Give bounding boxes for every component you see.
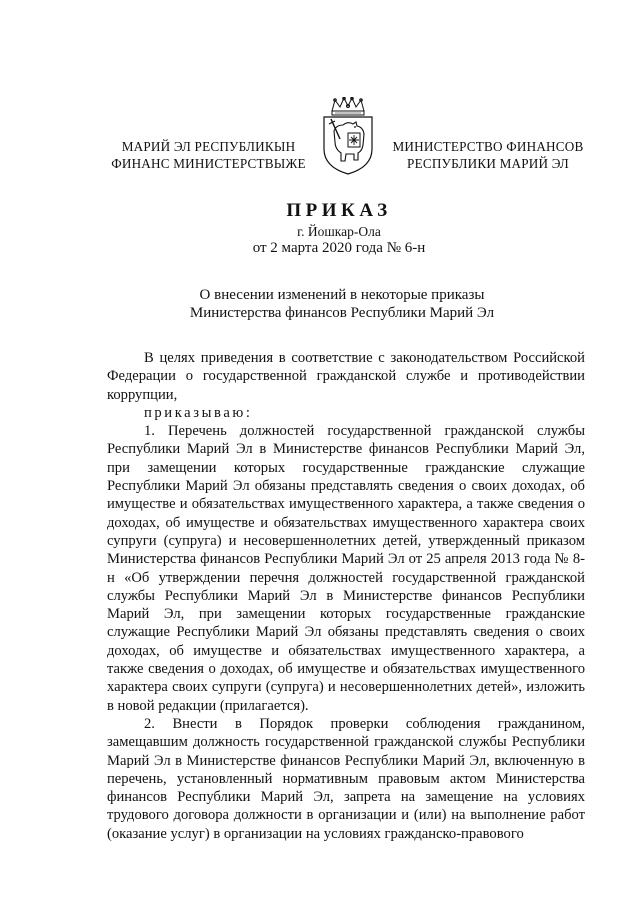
document-subject (0, 286, 640, 322)
header-right-russian (388, 138, 588, 172)
subject-line1: О внесении изменений в некоторые приказы (199, 287, 485, 303)
header-right-line1: МИНИСТЕРСТВО ФИНАНСОВ (392, 139, 584, 154)
document-city: г. Йошкар-Ола (297, 224, 381, 239)
header-left-mari (106, 138, 311, 172)
document-title: ПРИКАЗ (286, 200, 392, 221)
document-body (107, 349, 585, 843)
header-left-line2: ФИНАНС МИНИСТЕРСТВЫЖЕ (111, 156, 306, 171)
item-2-paragraph: 2. Внести в Порядок проверки соблюдения гражданином, замещавшим должность государственной гражданской службы Республики Марий Эл в Министерстве финансов Республики Марий Эл, включенную в перечень, установленный нормативным правовым актом Министерства финансов Республики Марий Эл, запрета на замещение на условиях трудового договора должности в организации и (или) на выполнение работ (оказание услуг) в организации на условиях гражданско-правового (107, 715, 585, 842)
order-word: приказываю: (144, 404, 253, 421)
header-right-line2: РЕСПУБЛИКИ МАРИЙ ЭЛ (407, 156, 569, 171)
mari-el-coat-of-arms-icon (318, 97, 378, 175)
document-date-number: от 2 марта 2020 года № 6-н (252, 240, 426, 256)
preamble-paragraph: В целях приведения в соответствие с законодательством Российской Федерации о государственной гражданской службе и противодействии коррупции, (107, 350, 585, 403)
item-1-paragraph: 1. Перечень должностей государственной гражданской службы Республики Марий Эл в Министерстве финансов Республики Марий Эл, при замещении которых государственные гражданские служащие Республики Марий Эл обязаны представлять сведения о своих доходах, об имуществе и обязательствах имущественного характера, а также сведения о доходах, об имуществе и обязательствах имущественного характера своих супруги (супруга) и несовершеннолетних детей, утвержденный приказом Министерства финансов Республики Марий Эл от 25 апреля 2013 года № 8-н «Об утверждении перечня должностей государственной гражданской службы Республики Марий Эл в Министерстве финансов Республики Марий Эл, при замещении которых государственные гражданские служащие Республики Марий Эл обязаны представлять сведения о своих доходах, об имуществе и обязательствах имущественного характера, а также сведения о доходах, об имуществе и обязательствах имущественного характера своих супруги (супруга) и несовершеннолетних детей», изложить в новой редакции (прилагается). (107, 423, 585, 714)
header-left-line1: МАРИЙ ЭЛ РЕСПУБЛИКЫН (121, 139, 296, 154)
subject-line2: Министерства финансов Республики Марий Эл (189, 305, 495, 321)
